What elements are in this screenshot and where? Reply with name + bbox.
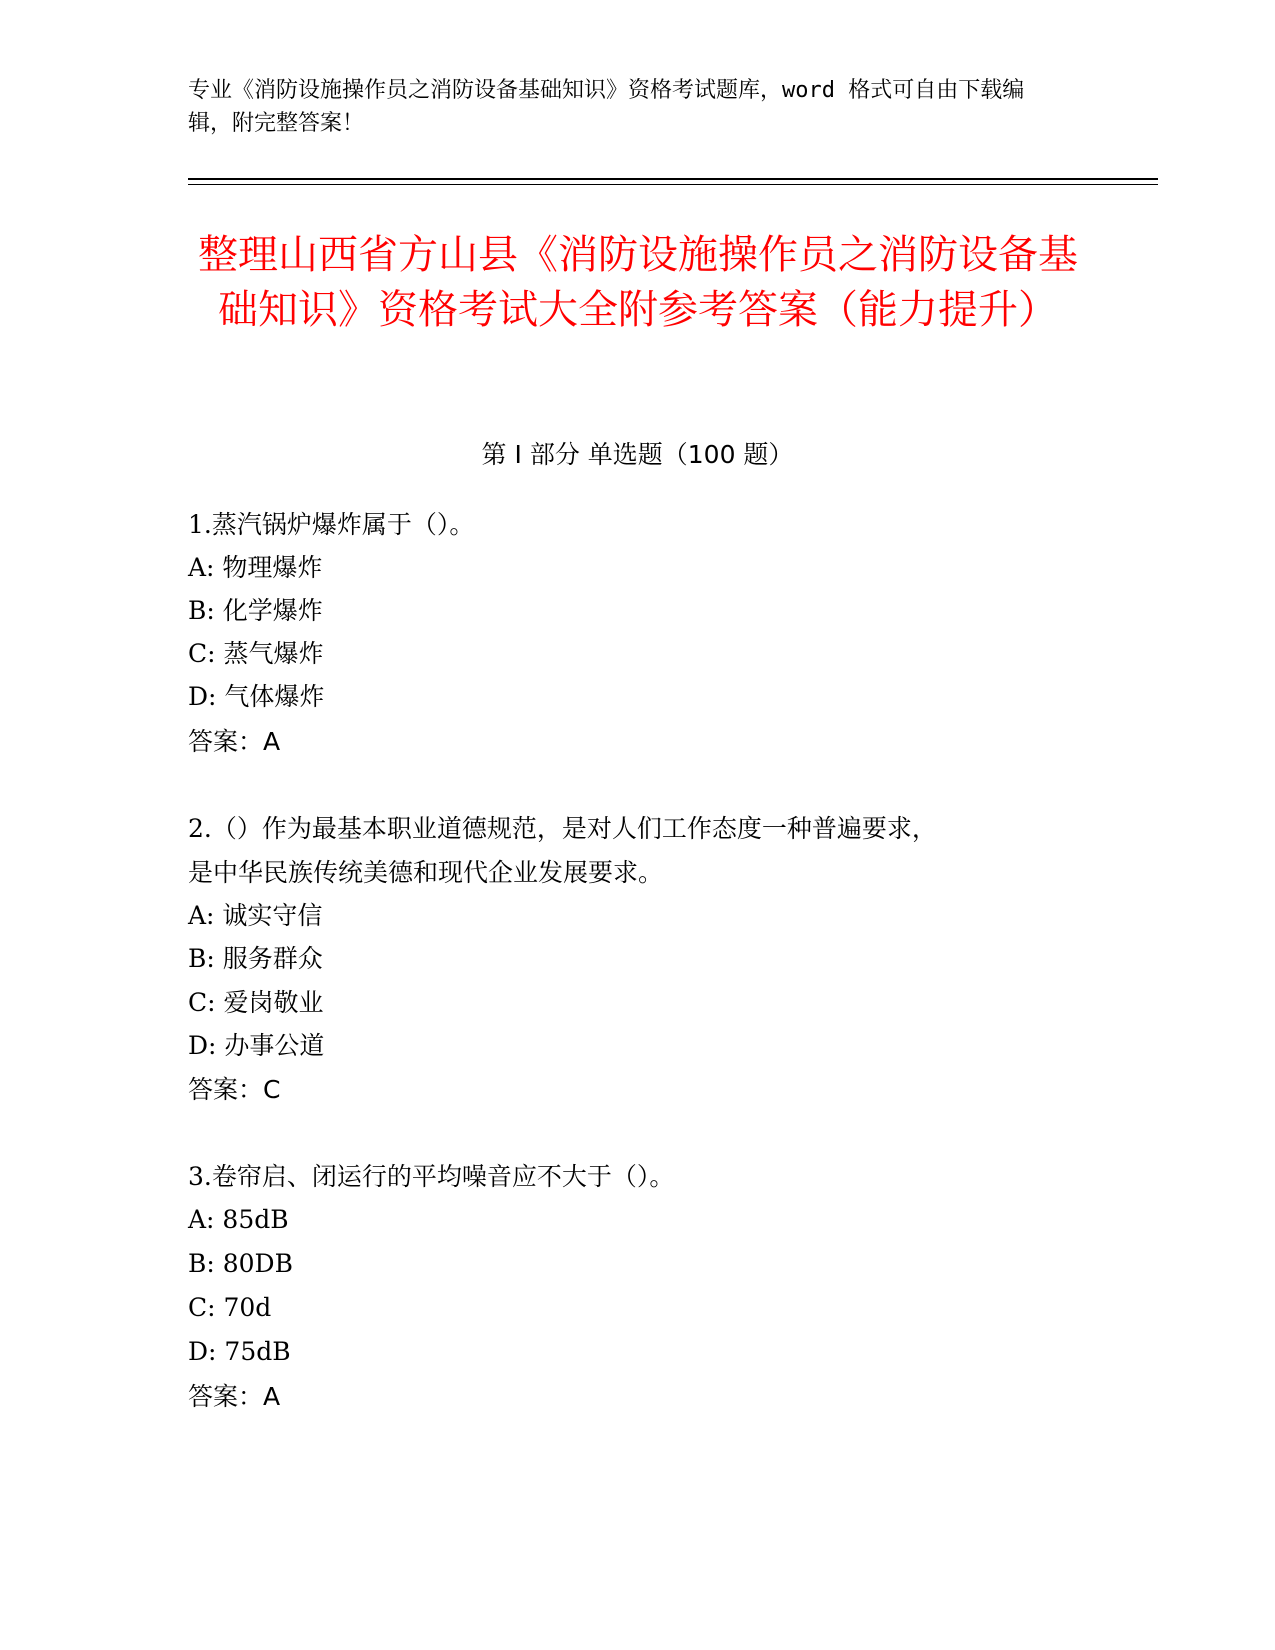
- question-3-option-b: B: 80DB: [188, 1249, 293, 1278]
- question-2-text-line1: 2.（）作为最基本职业道德规范，是对人们工作态度一种普遍要求，: [188, 814, 937, 843]
- question-1-option-d: D: 气体爆炸: [188, 682, 325, 711]
- question-3-option-d: D: 75dB: [188, 1337, 291, 1366]
- question-3-option-a: A: 85dB: [188, 1205, 289, 1234]
- question-2-option-d: D: 办事公道: [188, 1031, 325, 1060]
- question-1-text: 1.蒸汽锅炉爆炸属于（）。: [188, 510, 475, 539]
- question-1-option-c: C: 蒸气爆炸: [188, 639, 324, 668]
- question-2-option-a: A: 诚实守信: [188, 901, 323, 930]
- question-3-answer: 答案：A: [188, 1382, 281, 1411]
- document-title: 整理山西省方山县《消防设施操作员之消防设备基础知识》资格考试大全附参考答案（能力提升）: [198, 232, 1078, 333]
- header-note: 专业《消防设施操作员之消防设备基础知识》资格考试题库，word 格式可自由下载编辑，附完整答案！: [188, 78, 1025, 136]
- question-3-text: 3.卷帘启、闭运行的平均噪音应不大于（）。: [188, 1162, 675, 1191]
- question-2-option-b: B: 服务群众: [188, 944, 323, 973]
- question-1-option-b: B: 化学爆炸: [188, 596, 323, 625]
- question-2-answer: 答案：C: [188, 1075, 281, 1104]
- question-1-answer: 答案：A: [188, 727, 281, 756]
- question-2-text-line2: 是中华民族传统美德和现代企业发展要求。: [188, 858, 664, 887]
- header-rule-thin: [188, 184, 1158, 185]
- question-1-option-a: A: 物理爆炸: [188, 553, 323, 582]
- section-title: 第 I 部分 单选题（100 题）: [481, 440, 794, 469]
- question-3-option-c: C: 70d: [188, 1293, 272, 1322]
- header-rule-thick: [188, 178, 1158, 180]
- question-2-option-c: C: 爱岗敬业: [188, 988, 324, 1017]
